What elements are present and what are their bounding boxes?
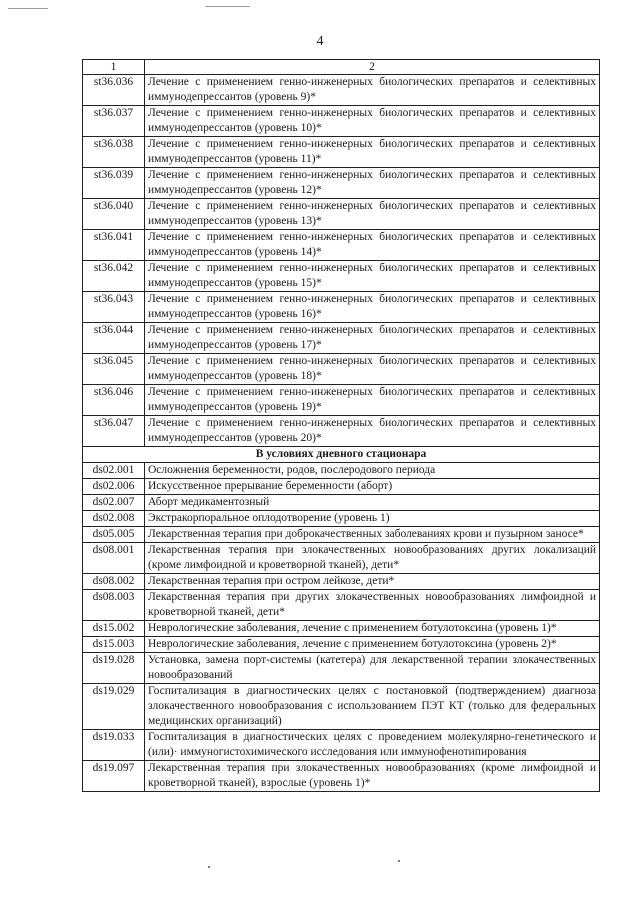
table-row <box>83 323 600 354</box>
row-description: Госпитализация в диагностических целях с проведением молекулярно-генетического и (или)· иммуногистохимического исследования или иммунофенотипирования <box>145 730 600 761</box>
row-code: st36.038 <box>83 137 145 168</box>
row-description: Лечение с применением генно-инженерных биологических препаратов и селективных иммунодепрессантов (уровень 13)* <box>145 199 600 230</box>
services-table <box>82 59 600 792</box>
table-row <box>83 261 600 292</box>
row-code: ds02.006 <box>83 479 145 495</box>
row-description: Лекарственная терапия при других злокачественных новообразованиях лимфоидной и кроветворной тканей, дети* <box>145 590 600 621</box>
section-header-row <box>83 447 600 463</box>
table-row <box>83 106 600 137</box>
row-code: st36.040 <box>83 199 145 230</box>
row-code: ds08.003 <box>83 590 145 621</box>
row-code: ds08.001 <box>83 543 145 574</box>
row-code: ds02.007 <box>83 495 145 511</box>
table-row <box>83 75 600 106</box>
row-description: Лечение с применением генно-инженерных биологических препаратов и селективных иммунодепрессантов (уровень 12)* <box>145 168 600 199</box>
table-row <box>83 574 600 590</box>
row-description: Осложнения беременности, родов, послеродового периода <box>145 463 600 479</box>
row-code: ds19.033 <box>83 730 145 761</box>
row-code: ds15.003 <box>83 637 145 653</box>
row-code: st36.046 <box>83 385 145 416</box>
table-header-row <box>83 60 600 75</box>
row-description: Лекарственная терапия при доброкачественных заболеваниях крови и пузырном заносе* <box>145 527 600 543</box>
row-code: ds05.005 <box>83 527 145 543</box>
table-row <box>83 730 600 761</box>
row-description: Установка, замена порт-системы (катетера) для лекарственной терапии злокачественных новообразований <box>145 653 600 684</box>
row-code: ds19.029 <box>83 684 145 730</box>
table-row <box>83 543 600 574</box>
row-code: ds15.002 <box>83 621 145 637</box>
table-row <box>83 292 600 323</box>
row-description: Госпитализация в диагностических целях с постановкой (подтверждением) диагноза злокачественного новообразования с использованием ПЭТ КТ (только для федеральных медицинских организаций) <box>145 684 600 730</box>
table-row <box>83 416 600 447</box>
row-code: ds19.028 <box>83 653 145 684</box>
table-row <box>83 653 600 684</box>
row-description: Лекарственная терапия при остром лейкозе, дети* <box>145 574 600 590</box>
row-description: Лечение с применением генно-инженерных биологических препаратов и селективных иммунодепрессантов (уровень 18)* <box>145 354 600 385</box>
row-description: Лечение с применением генно-инженерных биологических препаратов и селективных иммунодепрессантов (уровень 19)* <box>145 385 600 416</box>
row-description: Неврологические заболевания, лечение с применением ботулотоксина (уровень 1)* <box>145 621 600 637</box>
table-row <box>83 230 600 261</box>
row-description: Лекарственная терапия при злокачественных новообразованиях других локализаций (кроме лимфоидной и кроветворной тканей), дети* <box>145 543 600 574</box>
header-col-2: 2 <box>145 60 600 75</box>
row-code: st36.037 <box>83 106 145 137</box>
row-description: Лечение с применением генно-инженерных биологических препаратов и селективных иммунодепрессантов (уровень 11)* <box>145 137 600 168</box>
row-code: st36.045 <box>83 354 145 385</box>
table-row <box>83 463 600 479</box>
row-code: ds19.097 <box>83 761 145 792</box>
row-code: st36.041 <box>83 230 145 261</box>
table-row <box>83 527 600 543</box>
row-description: Лечение с применением генно-инженерных биологических препаратов и селективных иммунодепрессантов (уровень 15)* <box>145 261 600 292</box>
row-description: Лечение с применением генно-инженерных биологических препаратов и селективных иммунодепрессантов (уровень 16)* <box>145 292 600 323</box>
table-row <box>83 621 600 637</box>
row-code: st36.042 <box>83 261 145 292</box>
row-code: ds08.002 <box>83 574 145 590</box>
header-col-1: 1 <box>83 60 145 75</box>
scan-mark-left <box>8 8 48 9</box>
table-row <box>83 385 600 416</box>
row-description: Искусственное прерывание беременности (аборт) <box>145 479 600 495</box>
row-description: Лечение с применением генно-инженерных биологических препаратов и селективных иммунодепрессантов (уровень 20)* <box>145 416 600 447</box>
scan-speck <box>208 866 210 868</box>
row-description: Экстракорпоральное оплодотворение (уровень 1) <box>145 511 600 527</box>
row-description: Аборт медикаментозный <box>145 495 600 511</box>
table-row <box>83 354 600 385</box>
table-row <box>83 137 600 168</box>
row-description: Лечение с применением генно-инженерных биологических препаратов и селективных иммунодепрессантов (уровень 9)* <box>145 75 600 106</box>
table-row <box>83 761 600 792</box>
table-row <box>83 511 600 527</box>
table-row <box>83 199 600 230</box>
page-number: 4 <box>316 34 324 49</box>
row-code: st36.043 <box>83 292 145 323</box>
table-row <box>83 637 600 653</box>
scan-mark-right <box>205 6 250 7</box>
row-code: ds02.001 <box>83 463 145 479</box>
row-code: ds02.008 <box>83 511 145 527</box>
row-description: Лечение с применением генно-инженерных биологических препаратов и селективных иммунодепрессантов (уровень 17)* <box>145 323 600 354</box>
row-code: st36.036 <box>83 75 145 106</box>
table-row <box>83 168 600 199</box>
row-code: st36.039 <box>83 168 145 199</box>
row-description: Неврологические заболевания, лечение с применением ботулотоксина (уровень 2)* <box>145 637 600 653</box>
table-row <box>83 590 600 621</box>
row-description: Лечение с применением генно-инженерных биологических препаратов и селективных иммунодепрессантов (уровень 10)* <box>145 106 600 137</box>
row-description: Лечение с применением генно-инженерных биологических препаратов и селективных иммунодепрессантов (уровень 14)* <box>145 230 600 261</box>
table-row <box>83 479 600 495</box>
row-description: Лекарственная терапия при злокачественных новообразованиях (кроме лимфоидной и кроветворной тканей), взрослые (уровень 1)* <box>145 761 600 792</box>
scan-speck <box>398 860 400 862</box>
section-title: В условиях дневного стационара <box>83 447 600 463</box>
table-row <box>83 684 600 730</box>
table-row <box>83 495 600 511</box>
row-code: st36.047 <box>83 416 145 447</box>
row-code: st36.044 <box>83 323 145 354</box>
